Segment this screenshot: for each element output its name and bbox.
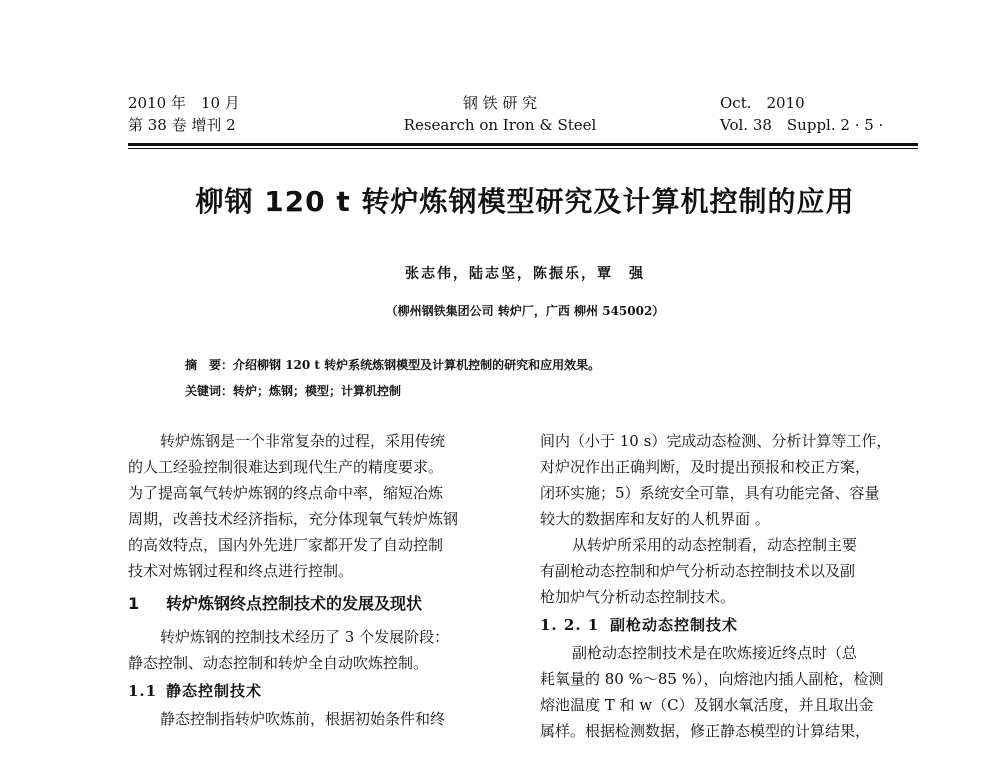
- body-line: 间内（小于 10 s）完成动态检测、分析计算等工作，: [540, 432, 892, 450]
- journal-name-chinese: 钢 铁 研 究: [462, 94, 538, 112]
- subsection-heading-1-1: [128, 676, 520, 706]
- header-rule-thin: [128, 148, 918, 149]
- body-line: 周期，改善技术经济指标，充分体现氧气转炉炼钢: [128, 510, 459, 528]
- section-number: 1: [128, 594, 140, 613]
- body-line: 为了提高氧气转炉炼钢的终点命中率，缩短冶炼: [128, 484, 444, 502]
- abstract: [185, 356, 600, 373]
- paper-authors: 张志伟，陆志坚，陈振乐，覃 强: [405, 266, 645, 282]
- keywords-text: 转炉；炼钢；模型；计算机控制: [233, 384, 402, 398]
- body-line: 静态控制、动态控制和转炉全自动吹炼控制。: [128, 654, 429, 672]
- section-title: 转炉炼钢终点控制技术的发展及现状: [166, 594, 423, 613]
- body-line: 有副枪动态控制和炉气分析动态控制技术以及副: [540, 562, 856, 580]
- body-line: 枪加炉气分析动态控制技术。: [540, 588, 736, 606]
- journal-date-en: Oct. 2010: [720, 94, 805, 112]
- body-line: 对炉况作出正确判断，及时提出预报和校正方案，: [540, 458, 871, 476]
- section-heading-1: [128, 584, 520, 624]
- subsection-title: 副枪动态控制技术: [610, 616, 739, 634]
- subsection-title: 静态控制技术: [166, 682, 263, 700]
- body-line: 转炉炼钢是一个非常复杂的过程，采用传统: [160, 432, 446, 450]
- body-line: 的人工经验控制很难达到现代生产的精度要求。: [128, 458, 444, 476]
- journal-volume-page: Vol. 38 Suppl. 2 · 5 ·: [720, 116, 884, 134]
- body-line: 静态控制指转炉吹炼前，根据初始条件和终: [160, 710, 446, 728]
- abstract-label: 摘 要：: [185, 358, 234, 372]
- keywords-label: 关键词：: [185, 384, 234, 398]
- body-line: 技术对炼钢过程和终点进行控制。: [128, 562, 354, 580]
- body-right-column: [540, 428, 925, 744]
- body-line: 转炉炼钢的控制技术经历了 3 个发展阶段：: [160, 628, 450, 646]
- keywords: [185, 382, 401, 399]
- body-line: 副枪动态控制技术是在吹炼接近终点时（总: [572, 644, 858, 662]
- journal-date-english: [720, 92, 920, 136]
- body-line: 从转炉所采用的动态控制看，动态控制主要: [572, 536, 858, 554]
- journal-name: [380, 92, 620, 136]
- body-line: 属样。根据检测数据，修正静态模型的计算结果，: [540, 722, 871, 740]
- subsection-number: 1.1: [128, 682, 158, 700]
- body-line: 闭环实施；5）系统安全可靠，具有功能完备、容量: [540, 484, 880, 502]
- paper-title: 柳钢 120 t 转炉炼钢模型研究及计算机控制的应用: [195, 185, 855, 218]
- journal-date-volume: [128, 92, 240, 136]
- paper-affiliation: （柳州钢铁集团公司 转炉厂，广西 柳州 545002）: [385, 304, 665, 318]
- body-line: 熔池温度 T 和 w（C）及钢水氧活度，并且取出金: [540, 696, 874, 714]
- body-line: 耗氧量的 80 %～85 %），向熔池内插人副枪，检测: [540, 670, 884, 688]
- subsection-heading-1-2-1: [540, 610, 925, 640]
- subsection-number: 1. 2. 1: [540, 616, 600, 634]
- abstract-text: 介绍柳钢 120 t 转炉系统炼钢模型及计算机控制的研究和应用效果。: [233, 358, 601, 372]
- journal-volume: 第 38 卷 增刊 2: [128, 116, 236, 134]
- body-line: 的高效特点，国内外先进厂家都开发了自动控制: [128, 536, 444, 554]
- journal-date: 2010 年 10 月: [128, 94, 240, 112]
- journal-name-english: Research on Iron & Steel: [403, 116, 597, 134]
- body-left-column: [128, 428, 520, 732]
- body-line: 较大的数据库和友好的人机界面 。: [540, 510, 770, 528]
- header-rule-thick: [128, 143, 918, 146]
